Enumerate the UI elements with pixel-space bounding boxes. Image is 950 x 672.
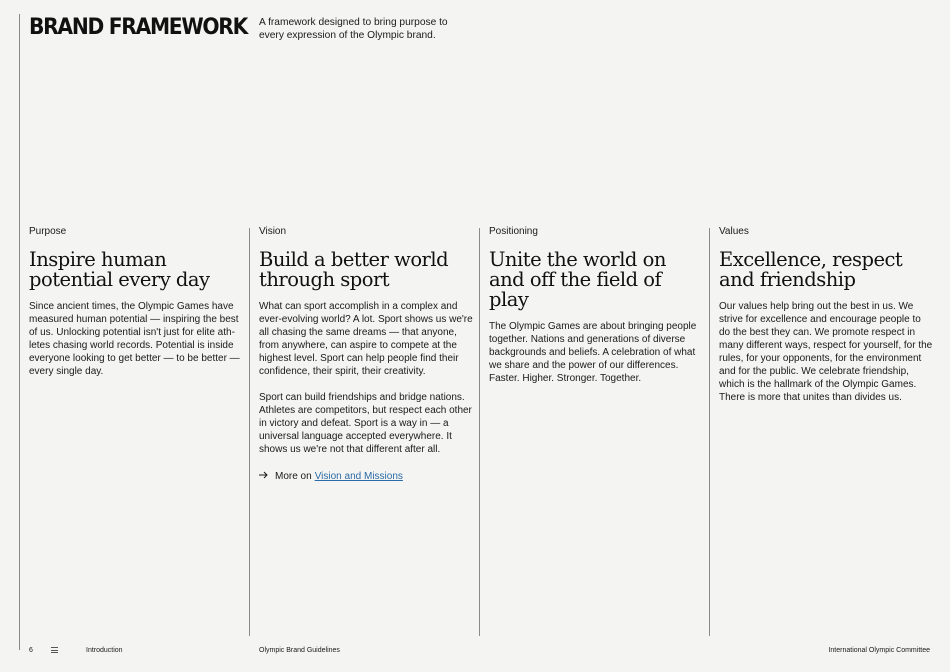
more-prefix: More on (275, 471, 312, 482)
column-body (489, 320, 701, 385)
arrow-right-icon (259, 470, 275, 483)
body-paragraph: Sport can build friendships and bridge nations. Athletes are competitors, but respect each other in victory and defeat. Sport is a way in — a universal language accepted everywhere. It shows us we're not that different after all. (259, 392, 472, 455)
column-positioning (489, 226, 701, 385)
more-link-row (259, 470, 473, 483)
column-purpose (29, 226, 241, 378)
body-paragraph: Our values help bring out the best in us. We strive for excellence and encourage people to do the best they can. We promote respect in many different ways, respect for yourself, for the rules, for your opponents, for the environment and for the public. We celebrate friendship, which is the hallmark of the Olympic Games. There is more that unites than divides us. (719, 301, 933, 403)
column-heading: Build a better world through sport (259, 248, 449, 291)
vision-missions-link[interactable]: Vision and Missions (314, 471, 403, 482)
column-label: Positioning (489, 226, 538, 237)
column-body (259, 300, 473, 456)
column-heading: Excellence, respect and friendship (719, 248, 903, 291)
page-title: BRAND FRAMEWORK (29, 15, 247, 40)
footer-section-link[interactable]: Introduction (86, 647, 123, 654)
column-body (29, 300, 241, 378)
column-vision (259, 226, 473, 483)
body-paragraph: What can sport accomplish in a complex and ever-evolving world? A lot. Sport shows us we're all chasing the same dreams — that anyone, from anywhere, can aspire to compete at the highest level. Sport can help people find their confidence, their spirit, their creativity. (259, 301, 473, 377)
footer-org: International Olympic Committee (828, 647, 930, 654)
page-tagline: A framework designed to bring purpose to every expression of the Olympic brand. (259, 17, 448, 41)
column-label: Values (719, 226, 749, 237)
column-body (719, 300, 933, 404)
column-values (719, 226, 933, 404)
column-divider-values (709, 228, 710, 636)
column-divider-positioning (479, 228, 480, 636)
column-divider-vision (249, 228, 250, 636)
column-heading: Unite the world on and off the field of play (489, 248, 666, 311)
menu-icon[interactable] (51, 647, 58, 653)
column-label: Purpose (29, 226, 67, 237)
body-paragraph: The Olympic Games are about bringing people together. Nations and generations of diverse backgrounds and beliefs. A celebration of what we share and the power of our differences. Faster. Higher. Stronger. Together. (489, 321, 697, 384)
body-paragraph: Since ancient times, the Olympic Games have measured human potential — inspiring the best of us. Unlocking potential isn't just for elite ath-letes chasing world records. Potential is inside everyone looking to get better — to be better — every single day. (29, 301, 240, 377)
column-heading: Inspire human potential every day (29, 248, 210, 291)
footer-doc-title: Olympic Brand Guidelines (259, 647, 340, 654)
page-number: 6 (29, 647, 33, 654)
left-margin-rule (19, 14, 20, 650)
column-label: Vision (259, 226, 287, 237)
